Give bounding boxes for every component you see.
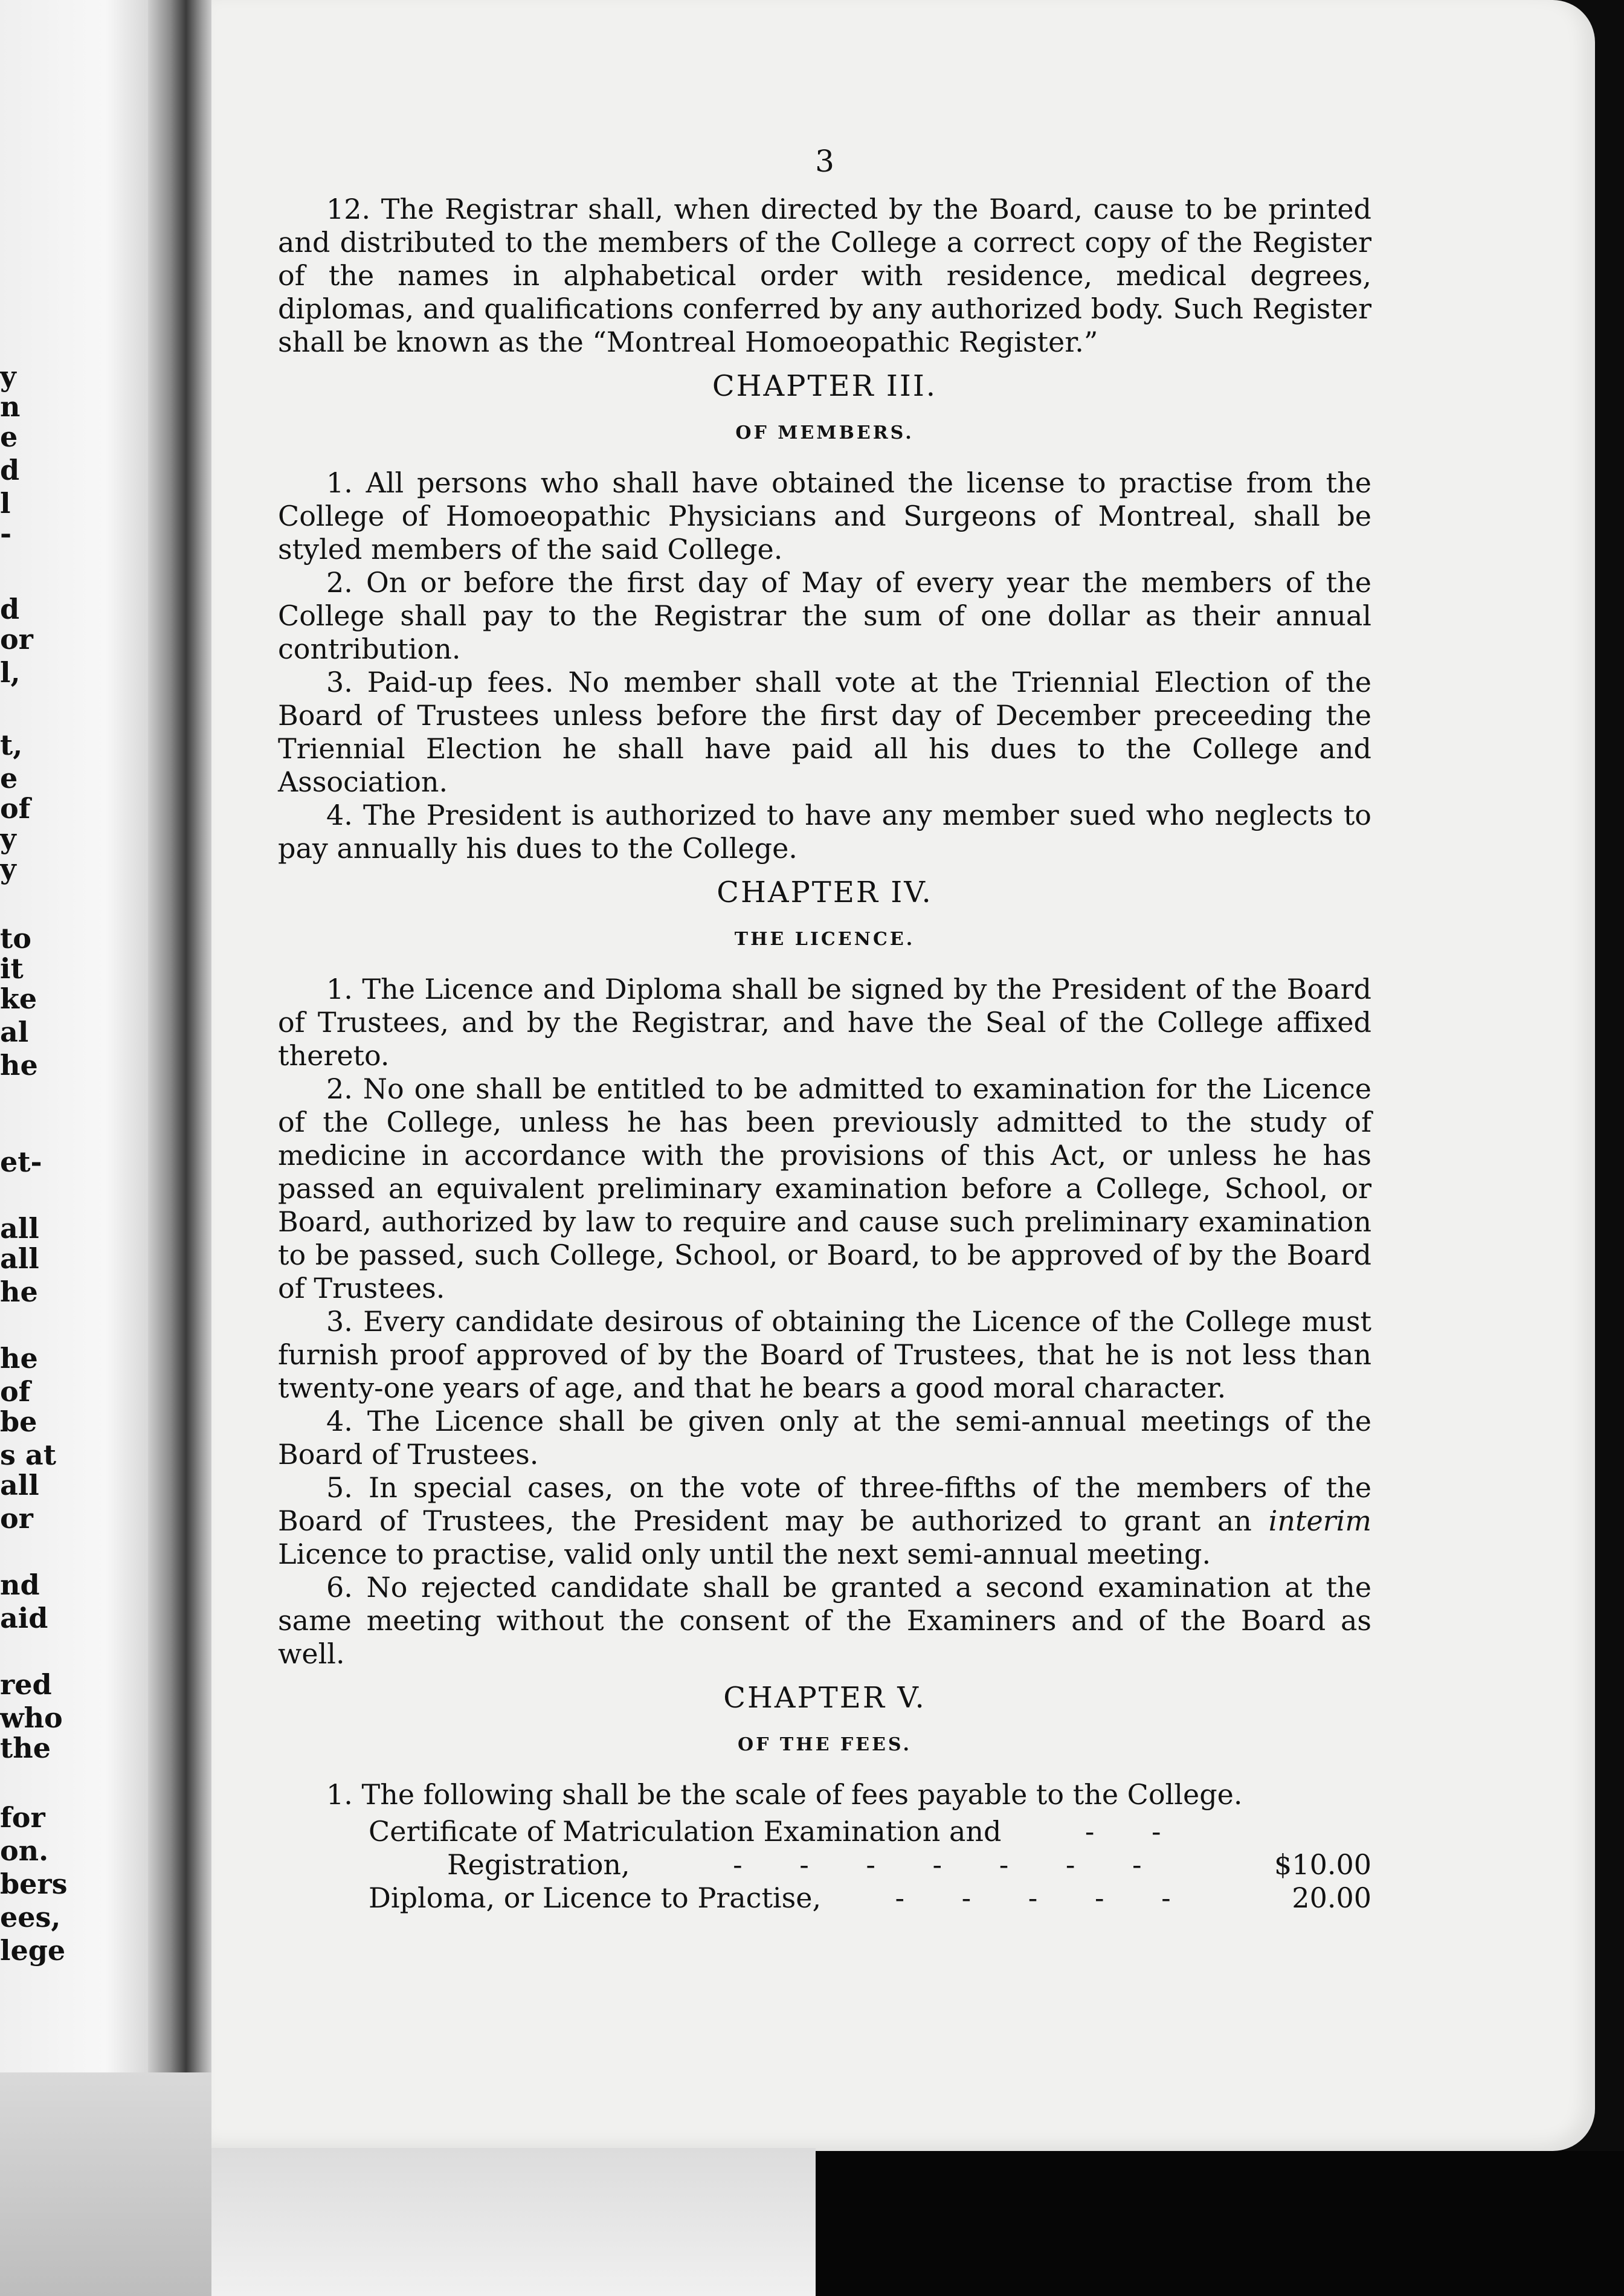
fee-amount: $10.00 <box>1274 1848 1371 1881</box>
left-page-line-fragment: n <box>0 390 21 423</box>
chapter-4-title: CHAPTER IV. <box>717 876 933 909</box>
left-page-line-fragment: to <box>0 922 31 955</box>
fee-row <box>278 1848 1371 1882</box>
fee-label: Certificate of Matriculation Examination and <box>369 1815 1002 1848</box>
chapter-5-subtitle: OF THE FEES. <box>738 1734 912 1755</box>
fee-leader-dashes: - - <box>1084 1815 1185 1848</box>
left-page-line-fragment: the <box>0 1732 51 1764</box>
chapter-4-subtitle: THE LICENCE. <box>734 929 915 950</box>
left-page-line-fragment: aid <box>0 1602 48 1634</box>
fee-label: Diploma, or Licence to Practise, <box>369 1882 822 1914</box>
chapter-3-paragraph: 4. The President is authorized to have any member sued who neglects to pay annually his dues to the College. <box>278 799 1371 865</box>
chapter-3-title: CHAPTER III. <box>712 369 938 403</box>
left-page-line-fragment: d <box>0 454 20 486</box>
page-text <box>278 145 1371 1915</box>
chapter-4-paragraph: 3. Every candidate desirous of obtaining the Licence of the College must furnish proof approved of by the Board of Trustees, that he is not less than twenty-one years of age, and that he bears a good moral character. <box>278 1305 1371 1404</box>
fee-amount: 20.00 <box>1292 1882 1371 1914</box>
chapter-3-paragraph: 1. All persons who shall have obtained the license to practise from the College of Homoeopathic Physicians and Surgeons of Montreal, shall be styled members of the said College. <box>278 466 1371 566</box>
left-page-line-fragment: e <box>0 421 18 453</box>
left-page-line-fragment: nd <box>0 1569 40 1601</box>
left-page-line-fragment: l <box>0 487 11 520</box>
chapter-5-intro: 1. The following shall be the scale of fees payable to the College. <box>326 1778 1243 1811</box>
left-page-line-fragment: it <box>0 952 24 985</box>
previous-page-fragment <box>0 0 151 2072</box>
left-page-line-fragment: or <box>0 1502 33 1535</box>
left-page-line-fragment: lege <box>0 1934 66 1967</box>
left-page-line-fragment: be <box>0 1405 37 1438</box>
left-page-line-fragment: who <box>0 1701 63 1734</box>
left-page-line-fragment: on. <box>0 1834 49 1867</box>
left-page-line-fragment: he <box>0 1275 38 1308</box>
left-page-line-fragment: y <box>0 853 16 885</box>
left-page-line-fragment: et- <box>0 1146 42 1178</box>
chapter-4-paragraph: 1. The Licence and Diploma shall be signed by the President of the Board of Trustees, and by the Registrar, and have the Seal of the College affixed thereto. <box>278 973 1371 1072</box>
para5-italic-word: interim <box>1268 1504 1371 1537</box>
left-page-line-fragment: of <box>0 792 31 825</box>
left-page-line-fragment: ees, <box>0 1901 61 1933</box>
left-page-line-fragment: ke <box>0 982 37 1015</box>
chapter-4-paragraph: 4. The Licence shall be given only at the semi-annual meetings of the Board of Trustees. <box>278 1405 1371 1471</box>
left-page-line-fragment: t, <box>0 729 23 761</box>
left-page-line-fragment: d <box>0 593 20 625</box>
fee-label: Registration, <box>447 1848 630 1881</box>
left-page-line-fragment: he <box>0 1049 38 1082</box>
fee-row <box>278 1882 1371 1915</box>
page-bottom-strip <box>211 2148 816 2296</box>
left-page-line-fragment: y <box>0 822 16 855</box>
scan-margin-bottom <box>816 2151 1624 2296</box>
left-page-line-fragment: of <box>0 1375 31 1408</box>
page-edge-bottom-left <box>0 2072 211 2296</box>
left-page-line-fragment: e <box>0 762 18 795</box>
fee-leader-dashes: - - - - - <box>895 1882 1195 1914</box>
left-page-line-fragment: - <box>0 517 12 550</box>
left-page-line-fragment: all <box>0 1242 39 1275</box>
left-page-line-fragment: or <box>0 623 33 656</box>
fee-schedule <box>278 1815 1371 1915</box>
left-page-line-fragment: red <box>0 1668 52 1701</box>
chapter-3-subtitle: OF MEMBERS. <box>735 422 914 443</box>
left-page-line-fragment: bers <box>0 1868 68 1900</box>
book-gutter <box>148 0 211 2072</box>
chapter-4-paragraph-5 <box>278 1471 1371 1571</box>
fee-row <box>278 1815 1371 1848</box>
chapter-4-paragraph: 2. No one shall be entitled to be admitted to examination for the Licence of the College, unless he has been previously admitted to the study of medicine in accordance with the provisions of this Act, or unless he has passed an equivalent preliminary examination before a College, School, or Board, authorized by law to require and cause such preliminary examination to be passed, such College, School, or Board, to be approved of by the Board of Trustees. <box>278 1072 1371 1304</box>
left-page-line-fragment: all <box>0 1212 39 1245</box>
chapter-4-paragraph-6: 6. No rejected candidate shall be granted a second examination at the same meeting without the consent of the Examiners and of the Board as well. <box>278 1571 1371 1670</box>
left-page-line-fragment: l, <box>0 656 21 689</box>
left-page-line-fragment: al <box>0 1016 29 1048</box>
para5-text-before: 5. In special cases, on the vote of three-fifths of the members of the Board of Trustees, the President may be authorized to grant an <box>278 1471 1371 1537</box>
left-page-line-fragment: s at <box>0 1439 56 1471</box>
page-number: 3 <box>815 144 834 179</box>
section-12-paragraph: 12. The Registrar shall, when directed by the Board, cause to be printed and distributed to the members of the College a correct copy of the Register of the names in alphabetical order with residence, medical degrees, diplomas, and qualifications conferred by any authorized body. Such Register shall be known as the “Montreal Homoeopathic Register.” <box>278 193 1371 358</box>
left-page-line-fragment: y <box>0 360 16 393</box>
chapter-5-title: CHAPTER V. <box>723 1681 926 1715</box>
left-page-line-fragment: he <box>0 1342 38 1375</box>
left-page-line-fragment: all <box>0 1469 39 1501</box>
chapter-3-paragraph: 2. On or before the first day of May of every year the members of the College shall pay to the Registrar the sum of one dollar as their annual contribution. <box>278 566 1371 665</box>
para5-text-after: Licence to practise, valid only until the next semi-annual meeting. <box>278 1538 1211 1570</box>
chapter-3-paragraph: 3. Paid-up fees. No member shall vote at the Triennial Election of the Board of Trustees unless before the first day of December preceeding the Triennial Election he shall have paid all his dues to the College and Association. <box>278 666 1371 798</box>
left-page-line-fragment: for <box>0 1801 45 1834</box>
fee-leader-dashes: - - - - - - - <box>733 1848 1166 1881</box>
